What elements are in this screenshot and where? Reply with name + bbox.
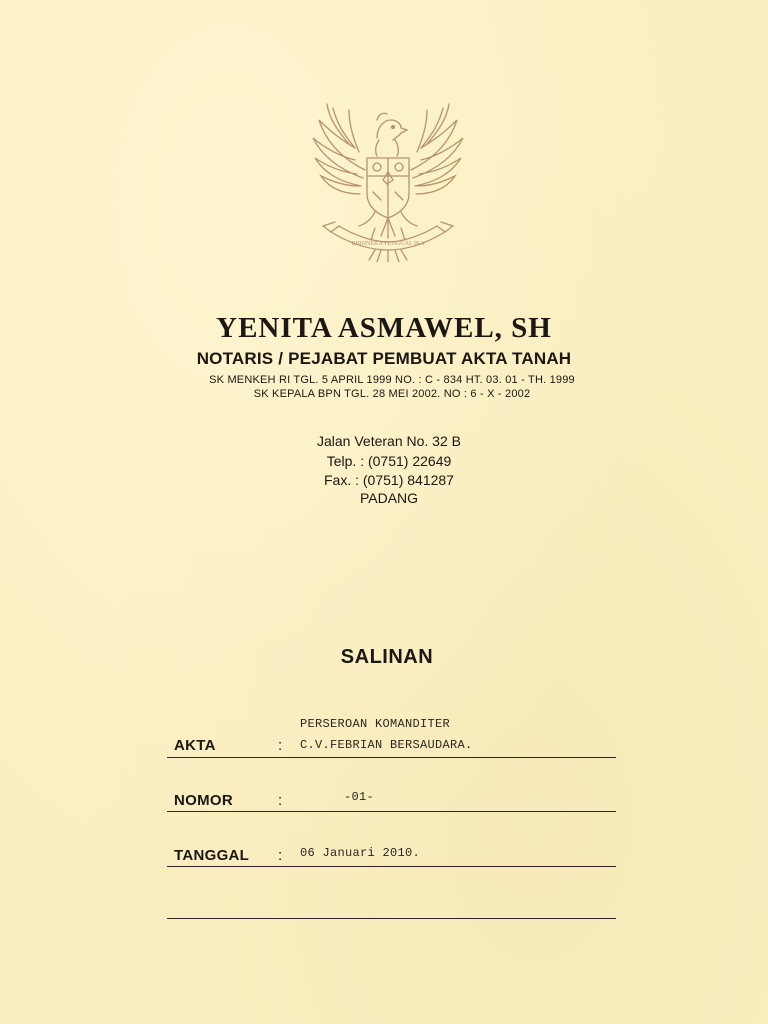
- address-telp: Telp. : (0751) 22649: [326, 453, 452, 469]
- sk-decree-line-1: SK MENKEH RI TGL. 5 APRIL 1999 NO. : C - 834 HT. 03. 01 - TH. 1999: [209, 374, 575, 386]
- akta-value-line-1: PERSEROAN KOMANDITER: [300, 717, 451, 731]
- akta-value-line-2: C.V.FEBRIAN BERSAUDARA.: [300, 738, 473, 752]
- address-street: Jalan Veteran No. 32 B: [317, 433, 461, 449]
- tanggal-value: 06 Januari 2010.: [300, 846, 421, 860]
- akta-colon: :: [278, 737, 283, 754]
- notary-role: NOTARIS / PEJABAT PEMBUAT AKTA TANAH: [196, 349, 572, 368]
- akta-label: AKTA: [174, 737, 216, 754]
- garuda-emblem-icon: [305, 100, 471, 262]
- emblem-motto-text: BHINNEKA TUNGGAL IKA: [351, 241, 425, 247]
- tanggal-label: TANGGAL: [174, 847, 250, 864]
- tanggal-colon: :: [278, 847, 283, 864]
- nomor-label: NOMOR: [174, 792, 233, 809]
- sk-decree-line-2: SK KEPALA BPN TGL. 28 MEI 2002. NO : 6 - X - 2002: [253, 388, 531, 400]
- akta-rule: [167, 757, 616, 758]
- blank-rule: [167, 918, 616, 919]
- nomor-value: -01-: [344, 790, 375, 804]
- document-type-title: SALINAN: [340, 646, 434, 668]
- nomor-colon: :: [278, 792, 283, 809]
- address-city: PADANG: [359, 490, 419, 506]
- address-fax: Fax. : (0751) 841287: [324, 472, 454, 488]
- nomor-rule: [167, 811, 616, 812]
- tanggal-rule: [167, 866, 616, 867]
- notary-name: YENITA ASMAWEL, SH: [216, 312, 552, 344]
